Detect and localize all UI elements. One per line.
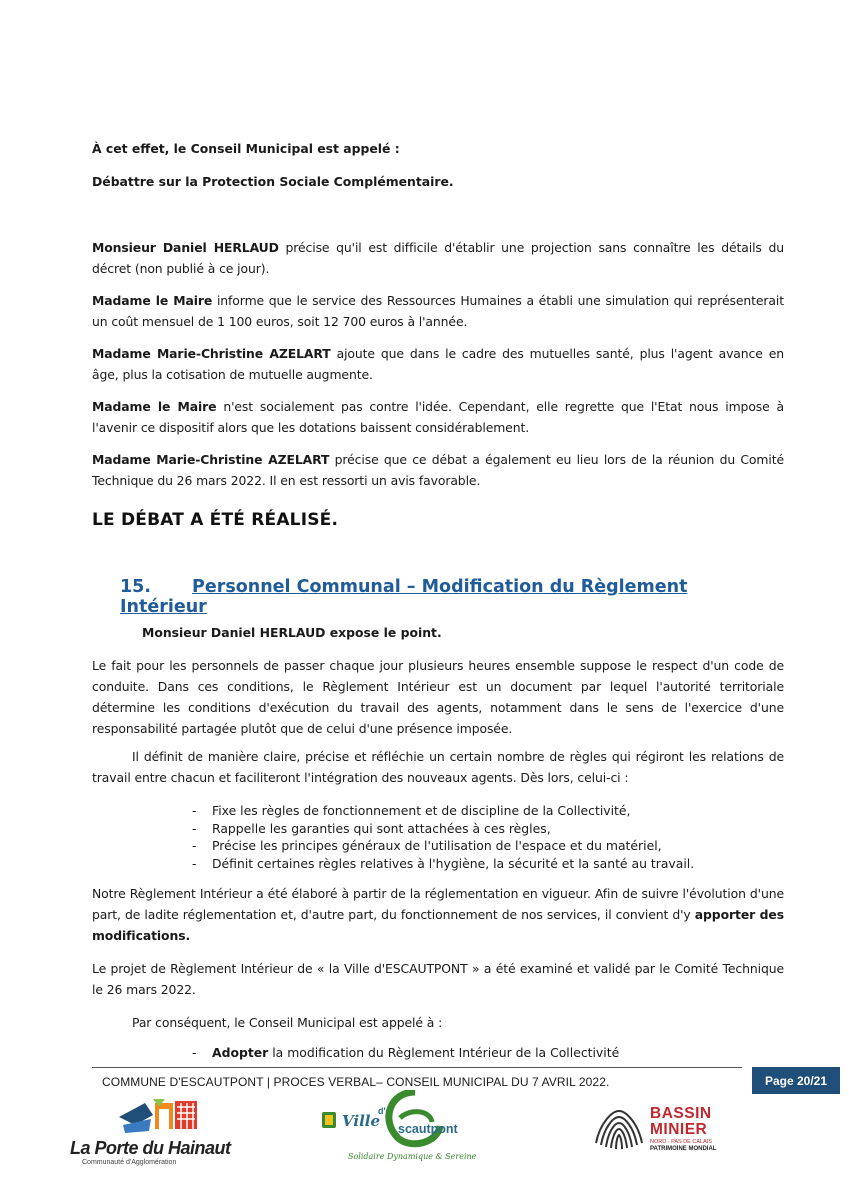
intro-called: À cet effet, le Conseil Municipal est appelé : — [92, 141, 400, 156]
intervention-5: Madame Marie-Christine AZELART précise que ce débat a également eu lieu lors de la réunion du Comité Technique du 26 mars 2022. Il en est ressorti un avis favorable. — [92, 452, 784, 488]
intervention-2: Madame le Maire informe que le service des Ressources Humaines a établi une simulation qui représenterait un coût mensuel de 1 100 euros, soit 12 700 euros à l'année. — [92, 293, 785, 329]
list-item: - Définit certaines règles relatives à l'hygiène, la sécurité et la santé au travail. — [190, 855, 750, 873]
emphasis: Adopter — [212, 1045, 269, 1060]
speaker-name: Madame le Maire — [92, 293, 213, 308]
ville-d-letter: d' — [378, 1106, 386, 1116]
speaker-name: Madame Marie-Christine AZELART — [92, 346, 331, 361]
footer-divider — [92, 1067, 742, 1068]
fingerprint-emblem-icon — [592, 1103, 646, 1157]
intro-debate: Débattre sur la Protection Sociale Complémentaire. — [92, 174, 454, 189]
adopt-item: - Adopter la modification du Règlement Intérieur de la Collectivité — [190, 1045, 619, 1060]
section-paragraph-2: Il définit de manière claire, précise et réfléchie un certain nombre de règles qui régiront les relations de travail entre chacun et faciliteront l'intégration des nouveaux agents. Dès lors, celui-ci : — [92, 749, 784, 785]
speaker-name: Monsieur Daniel HERLAUD — [92, 240, 279, 255]
porte-du-hainaut-logo: La Porte du Hainaut Communauté d'Agglomération — [70, 1095, 250, 1170]
section-title: Personnel Communal – Modification du Règlement Intérieur — [120, 577, 688, 617]
page-number-badge: Page 20/21 — [752, 1067, 840, 1094]
intervention-1: Monsieur Daniel HERLAUD précise qu'il est difficile d'établir une projection sans connaître les détails du décret (non publié à ce jour). — [92, 240, 784, 276]
ville-escautpont-logo: d' Ville scautpont Solidaire Dynamique & Sereine — [320, 1090, 480, 1170]
bassin-minier-logo: BASSIN MINIER NORD - PAS DE CALAIS PATRIMOINE MONDIAL — [592, 1103, 732, 1158]
footer-title: COMMUNE D'ESCAUTPONT | PROCES VERBAL– CONSEIL MUNICIPAL DU 7 AVRIL 2022. — [102, 1075, 610, 1089]
speaker-name: Madame Marie-Christine AZELART — [92, 452, 330, 467]
rules-list — [190, 802, 750, 872]
section-expose: Monsieur Daniel HERLAUD expose le point. — [142, 625, 442, 640]
section-paragraph-1: Le fait pour les personnels de passer chaque jour plusieurs heures ensemble suppose le respect d'un code de conduite. Dans ces conditions, le Règlement Intérieur est un document par lequel l'autorité territoriale détermine les conditions d'exécution du travail des agents, notamment dans le sens de l'exercice d'une responsabilité partagée plutôt que de celui d'une présence imposée. — [92, 658, 784, 736]
intervention-4: Madame le Maire n'est socialement pas contre l'idée. Cependant, elle regrette que l'Etat nous impose à l'avenir ce dispositif alors que les dotations baissent considérablement. — [92, 399, 785, 435]
porte-emblem-icon — [115, 1095, 205, 1140]
section-paragraph-3: Notre Règlement Intérieur a été élaboré à partir de la réglementation en vigueur. Afin de suivre l'évolution d'une part, de ladite réglementation et, d'autre part, du fonctionnement de nos services, il convient d'y apporter des modifications. — [92, 886, 784, 943]
debate-result: LE DÉBAT A ÉTÉ RÉALISÉ. — [92, 510, 339, 530]
intervention-3: Madame Marie-Christine AZELART ajoute que dans le cadre des mutuelles santé, plus l'agent avance en âge, plus la cotisation de mutuelle augmente. — [92, 346, 784, 382]
list-item: - Fixe les règles de fonctionnement et de discipline de la Collectivité, — [190, 802, 750, 820]
section-paragraph-5: Par conséquent, le Conseil Municipal est appelé à : — [132, 1015, 443, 1030]
speaker-name: Madame le Maire — [92, 399, 217, 414]
section-heading — [120, 577, 780, 617]
list-item: - Rappelle les garanties qui sont attachées à ces règles, — [190, 820, 750, 838]
list-item: - Précise les principes généraux de l'utilisation de l'espace et du matériel, — [190, 837, 750, 855]
section-number: 15. — [120, 577, 152, 597]
emphasis: apporter des modifications. — [92, 907, 784, 943]
section-paragraph-4: Le projet de Règlement Intérieur de « la Ville d'ESCAUTPONT » a été examiné et validé par le Comité Technique le 26 mars 2022. — [92, 961, 784, 997]
